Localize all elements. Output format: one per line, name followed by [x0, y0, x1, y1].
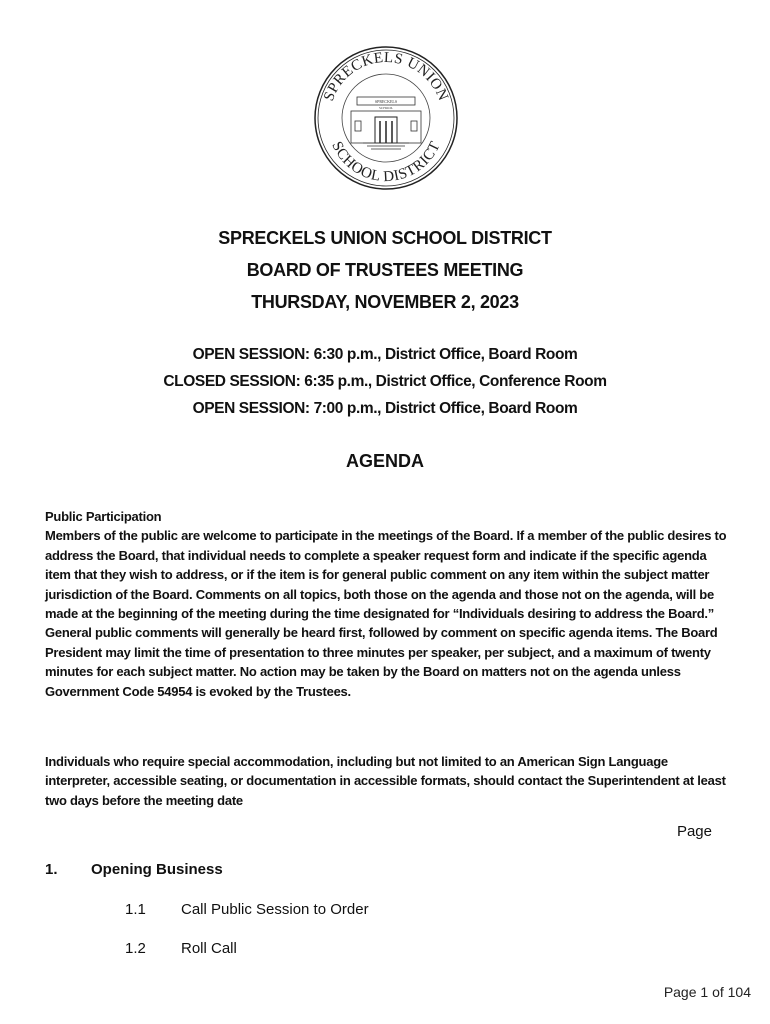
- page-number-footer: Page 1 of 104: [663, 984, 751, 1000]
- session-schedule: [0, 341, 770, 422]
- agenda-item-number: 1.: [45, 861, 58, 878]
- session-line: CLOSED SESSION: 6:35 p.m., District Office, Conference Room: [163, 373, 607, 390]
- agenda-subitem-number: 1.1: [125, 901, 146, 918]
- public-participation-body: Members of the public are welcome to participate in the meetings of the Board. If a member of the public desires to address the Board, that individual needs to complete a speaker request form and indicate if the specific agenda item that they wish to address, or if the item is for general public comment on any item within the subject matter jurisdiction of the Board. Comments on all topics, both those on the agenda and those not on the agenda, will be made at the beginning of the meeting during the time designated for “Individuals desiring to address the Board.” General public comments will generally be heard first, followed by comment on specific agenda items. The Board President may limit the time of presentation to three minutes per speaker, per subject, and a maximum of twenty minutes for each subject matter. No action may be taken by the Board on matters not on the agenda unless Government Code 54954 is evoked by the Trustees.: [45, 528, 727, 699]
- district-name: SPRECKELS UNION SCHOOL DISTRICT: [218, 228, 552, 248]
- agenda-subitem: [125, 940, 237, 957]
- accommodation-text: Individuals who require special accommodation, including but not limited to an American Sign Language interpreter, accessible seating, or documentation in accessible formats, should contact the Superintendent at least two days before the meeting date: [45, 754, 726, 808]
- agenda-item-title: Opening Business: [91, 861, 223, 878]
- seal-sign-line1: SPRECKELS: [374, 99, 398, 104]
- public-participation-section: [45, 507, 730, 701]
- meeting-date: THURSDAY, NOVEMBER 2, 2023: [251, 292, 519, 312]
- seal-sign-line2: SCHOOL: [378, 106, 394, 110]
- district-seal-logo: [313, 45, 459, 191]
- meeting-name: BOARD OF TRUSTEES MEETING: [246, 260, 524, 280]
- agenda-item: [45, 861, 223, 878]
- session-line: OPEN SESSION: 6:30 p.m., District Office, Board Room: [192, 346, 578, 363]
- seal-bottom-text: SCHOOL DISTRICT: [328, 139, 444, 186]
- agenda-subitem-title: Call Public Session to Order: [181, 901, 369, 918]
- page-column-label: Page: [676, 823, 712, 840]
- agenda-subitem-title: Roll Call: [181, 940, 237, 957]
- meeting-title-block: [0, 222, 770, 318]
- svg-text:SPRECKELS UNION: [321, 50, 451, 103]
- accommodation-notice: [45, 752, 730, 810]
- agenda-heading: AGENDA: [345, 451, 424, 471]
- public-participation-heading: Public Participation: [45, 509, 162, 524]
- agenda-subitem-number: 1.2: [125, 940, 146, 957]
- session-line: OPEN SESSION: 7:00 p.m., District Office, Board Room: [192, 400, 578, 417]
- agenda-subitem: [125, 901, 369, 918]
- seal-top-text: SPRECKELS UNION: [321, 49, 451, 104]
